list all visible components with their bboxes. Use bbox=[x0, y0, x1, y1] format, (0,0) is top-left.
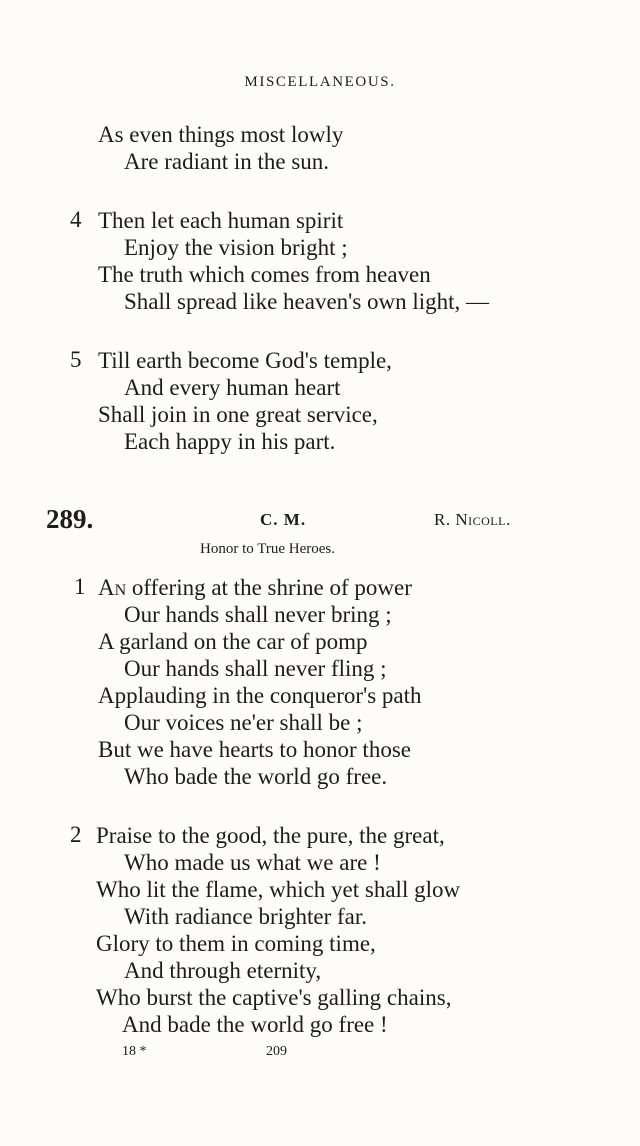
hymn-number: 289. bbox=[46, 504, 94, 534]
verse-line: Who bade the world go free. bbox=[124, 764, 388, 789]
signature-mark: 18 * bbox=[122, 1044, 147, 1059]
verse-line: Who lit the flame, which yet shall glow bbox=[96, 877, 461, 902]
verse-line: Who made us what we are ! bbox=[124, 850, 381, 875]
hymn-meter: C. M. bbox=[260, 510, 307, 529]
verse-line: Glory to them in coming time, bbox=[96, 931, 376, 956]
verse-line: Then let each human spirit bbox=[98, 208, 344, 233]
verse-line: Praise to the good, the pure, the great, bbox=[96, 823, 445, 848]
verse-line: Shall spread like heaven's own light, — bbox=[124, 289, 490, 314]
verse-line: Our voices ne'er shall be ; bbox=[124, 710, 363, 735]
verse-line: Are radiant in the sun. bbox=[124, 149, 330, 174]
verse-line: Our hands shall never fling ; bbox=[124, 656, 387, 681]
verse-line: Shall join in one great service, bbox=[98, 402, 378, 427]
verse-line: Who burst the captive's galling chains, bbox=[96, 985, 452, 1010]
verse-line: But we have hearts to honor those bbox=[98, 737, 411, 762]
stanza-number: 1 bbox=[74, 574, 86, 599]
verse-line: Enjoy the vision bright ; bbox=[124, 235, 348, 260]
verse-line: A garland on the car of pomp bbox=[98, 629, 368, 654]
stanza-number: 5 bbox=[70, 347, 82, 372]
first-word: An bbox=[98, 575, 127, 600]
page-number: 209 bbox=[266, 1044, 287, 1059]
hymn-title: Honor to True Heroes. bbox=[200, 541, 335, 557]
stanza-number: 4 bbox=[70, 207, 82, 232]
hymn-author bbox=[434, 510, 511, 530]
first-line-rest: offering at the shrine of power bbox=[126, 575, 412, 600]
verse-line: With radiance brighter far. bbox=[124, 904, 368, 929]
verse-line: Our hands shall never bring ; bbox=[124, 602, 392, 627]
running-head: MISCELLANEOUS. bbox=[244, 74, 396, 90]
verse-line: And bade the world go free ! bbox=[122, 1012, 388, 1037]
verse-line: As even things most lowly bbox=[98, 122, 344, 147]
verse-line bbox=[98, 574, 412, 601]
verse-line: Applauding in the conqueror's path bbox=[98, 683, 422, 708]
verse-line: Till earth become God's temple, bbox=[98, 348, 392, 373]
verse-line: And through eternity, bbox=[124, 958, 322, 983]
verse-line: The truth which comes from heaven bbox=[98, 262, 431, 287]
author-initial: R. bbox=[434, 510, 451, 529]
verse-line: And every human heart bbox=[124, 375, 341, 400]
author-surname: Nicoll. bbox=[455, 510, 511, 529]
stanza-number: 2 bbox=[70, 822, 82, 847]
verse-line: Each happy in his part. bbox=[124, 429, 336, 454]
